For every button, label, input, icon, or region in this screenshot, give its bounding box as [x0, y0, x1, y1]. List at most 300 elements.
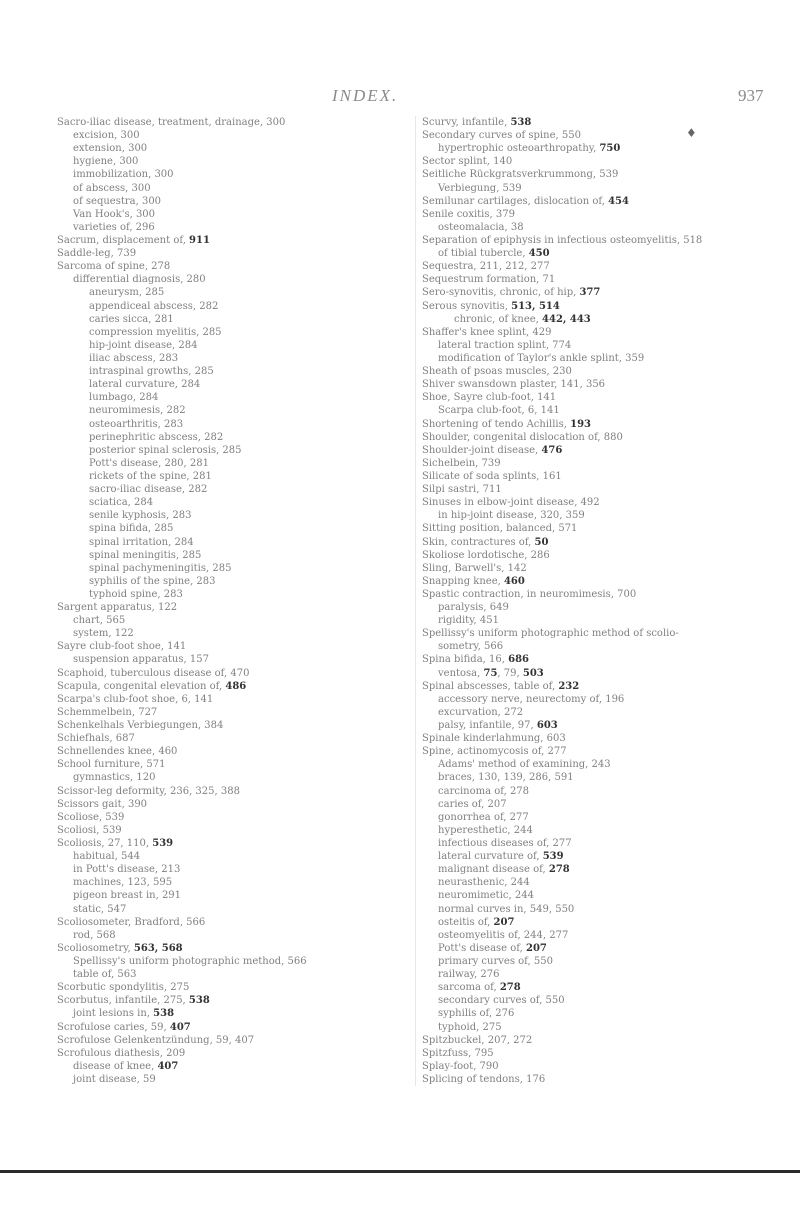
page-ref-bold: 503	[522, 667, 544, 679]
page-ref-bold: 538	[153, 1008, 175, 1020]
index-entry	[422, 418, 782, 431]
index-entry	[422, 640, 782, 653]
index-column-left	[57, 116, 407, 1086]
entry-text: neurasthenic, 244	[438, 877, 530, 889]
entry-text: Schiefhals, 687	[57, 733, 135, 745]
index-entry	[422, 1073, 782, 1086]
entry-text: Scoliosi, 539	[57, 824, 122, 836]
entry-text: Spellissy's uniform photographic method, 566	[73, 956, 307, 967]
entry-text: sarcoma of,	[438, 982, 500, 994]
entry-text: senile kyphosis, 283	[89, 510, 192, 522]
entry-text: Spellissy's uniform photographic method of scolio-	[422, 628, 679, 640]
entry-text: Spinale kinderlahmung, 603	[422, 733, 566, 745]
entry-text: Scorbutic spondylitis, 275	[57, 982, 190, 994]
entry-text: Spina bifida, 16,	[422, 654, 509, 666]
entry-text: Sequestrum formation, 71	[422, 274, 556, 286]
index-entry	[422, 785, 782, 798]
entry-text: immobilization, 300	[73, 169, 174, 181]
index-entry	[57, 680, 407, 693]
index-entry	[57, 339, 407, 352]
index-entry	[57, 1073, 407, 1086]
index-entry	[422, 1021, 782, 1034]
index-entry	[57, 168, 407, 181]
index-entry	[57, 785, 407, 798]
index-entry	[57, 247, 407, 260]
entry-text: osteitis of,	[438, 916, 494, 928]
index-entry	[57, 719, 407, 732]
entry-text: Scapula, congenital elevation of,	[57, 680, 226, 692]
page-ref-bold: 750	[599, 143, 621, 155]
entry-text: sciatica, 284	[89, 497, 154, 509]
entry-text: Scoliose, 539	[57, 811, 125, 823]
index-entry	[57, 221, 407, 234]
index-entry	[422, 483, 782, 496]
index-entry	[422, 404, 782, 417]
entry-text: Splicing of tendons, 176	[422, 1073, 546, 1085]
entry-text: Pott's disease, 280, 281	[89, 457, 209, 469]
entry-text: Sector splint, 140	[422, 156, 513, 168]
index-entry	[57, 889, 407, 902]
index-entry	[57, 444, 407, 457]
page-ref-bold: 563, 568	[133, 942, 183, 954]
entry-text: lateral curvature, 284	[89, 379, 201, 391]
page-ref-bold: 538	[188, 995, 210, 1007]
page-ref-bold: 207	[493, 916, 515, 928]
index-entry	[57, 483, 407, 496]
index-entry	[57, 903, 407, 916]
index-entry	[57, 365, 407, 378]
entry-text: gonorrhea of, 277	[438, 811, 529, 823]
entry-text: hypertrophic osteoarthropathy,	[438, 143, 600, 155]
entry-text: Silpi sastri, 711	[422, 484, 502, 496]
index-entry	[422, 116, 782, 129]
entry-text: osteomalacia, 38	[438, 221, 524, 233]
entry-text: compression myelitis, 285	[89, 326, 222, 338]
index-entry	[422, 142, 782, 155]
entry-text: spinal pachymeningitis, 285	[89, 562, 232, 574]
entry-text: Scurvy, infantile,	[422, 117, 511, 128]
entry-text: Spastic contraction, in neuromimesis, 700	[422, 588, 637, 600]
entry-text: Sacrum, displacement of,	[57, 234, 190, 246]
index-entry	[422, 745, 782, 758]
page-ref-bold: 911	[189, 234, 210, 246]
entry-text: osteoarthritis, 283	[89, 418, 184, 430]
entry-text: suspension apparatus, 157	[73, 654, 209, 666]
index-entry	[422, 286, 782, 299]
index-entry	[57, 378, 407, 391]
index-entry	[422, 470, 782, 483]
entry-text: chart, 565	[73, 615, 126, 627]
index-entry	[57, 418, 407, 431]
entry-text: Scrofulous diathesis, 209	[57, 1047, 186, 1059]
index-entry	[57, 850, 407, 863]
entry-text: Pott's disease of,	[438, 942, 527, 954]
index-entry	[422, 994, 782, 1007]
running-header	[0, 86, 800, 106]
index-entry	[57, 234, 407, 247]
entry-text: Adams' method of examining, 243	[438, 759, 611, 771]
entry-text: spinal irritation, 284	[89, 536, 194, 548]
entry-text: Shortening of tendo Achillis,	[422, 418, 571, 430]
entry-text: Sinuses in elbow-joint disease, 492	[422, 497, 600, 509]
entry-text: Skin, contractures of,	[422, 536, 535, 548]
index-entry	[422, 942, 782, 955]
entry-text: Semilunar cartilages, dislocation of,	[422, 195, 609, 207]
entry-text: secondary curves of, 550	[438, 995, 565, 1007]
entry-text: Sargent apparatus, 122	[57, 602, 178, 614]
index-entry	[57, 588, 407, 601]
page-ref-bold: 513, 514	[511, 300, 560, 312]
index-entry	[422, 365, 782, 378]
entry-text: lateral traction splint, 774	[438, 339, 572, 351]
entry-text: joint disease, 59	[73, 1073, 156, 1085]
index-entry	[422, 378, 782, 391]
index-entry	[57, 929, 407, 942]
entry-text: chronic, of knee,	[454, 313, 543, 325]
entry-text: Shiver swansdown plaster, 141, 356	[422, 379, 606, 391]
entry-text: normal curves in, 549, 550	[438, 903, 575, 915]
index-entry	[422, 562, 782, 575]
entry-text: Spitzfuss, 795	[422, 1047, 494, 1059]
index-entry	[57, 994, 407, 1007]
index-entry	[57, 863, 407, 876]
index-entry	[422, 903, 782, 916]
index-entry	[57, 155, 407, 168]
index-entry	[57, 208, 407, 221]
entry-text: Splay-foot, 790	[422, 1060, 499, 1072]
entry-text: Scarpa's club-foot shoe, 6, 141	[57, 693, 214, 705]
page-ref-bold: 193	[570, 418, 591, 430]
index-entry	[422, 313, 782, 326]
index-entry	[57, 745, 407, 758]
entry-text: system, 122	[73, 628, 134, 640]
index-entry	[422, 431, 782, 444]
index-column-right	[415, 116, 782, 1086]
entry-text: Spitzbuckel, 207, 272	[422, 1034, 533, 1046]
page-ref-bold: 454	[608, 195, 629, 207]
entry-text: Scarpa club-foot, 6, 141	[438, 405, 560, 417]
page-ref-bold: 407	[169, 1021, 191, 1033]
index-entry	[57, 968, 407, 981]
entry-text: of sequestra, 300	[73, 195, 162, 207]
entry-text: accessory nerve, neurectomy of, 196	[438, 693, 625, 705]
index-entry	[422, 247, 782, 260]
entry-text: joint lesions in,	[73, 1008, 154, 1020]
entry-text: malignant disease of,	[438, 864, 549, 876]
entry-text: differential diagnosis, 280	[73, 274, 206, 286]
entry-text: in Pott's disease, 213	[73, 864, 181, 876]
entry-text: Scoliosometry,	[57, 942, 134, 954]
index-entry	[57, 509, 407, 522]
page-ref-bold: 232	[558, 680, 580, 692]
index-entry	[422, 614, 782, 627]
entry-text: spinal meningitis, 285	[89, 549, 202, 561]
entry-text: hip-joint disease, 284	[89, 339, 198, 351]
index-entry	[57, 116, 407, 129]
entry-text: Shoe, Sayre club-foot, 141	[422, 392, 557, 404]
index-entry	[57, 273, 407, 286]
index-entry	[422, 522, 782, 535]
entry-text: Shaffer's knee splint, 429	[422, 326, 552, 338]
entry-text: Sequestra, 211, 212, 277	[422, 261, 550, 273]
entry-text: perinephritic abscess, 282	[89, 431, 224, 443]
page-ref-bold: 603	[536, 720, 558, 732]
entry-text: Sling, Barwell's, 142	[422, 562, 527, 574]
index-entry	[422, 339, 782, 352]
index-entry	[422, 1060, 782, 1073]
entry-text: rigidity, 451	[438, 615, 499, 627]
entry-text: Schnellendes knee, 460	[57, 746, 178, 758]
entry-text: excurvation, 272	[438, 706, 524, 718]
index-entry	[57, 260, 407, 273]
index-entry	[57, 693, 407, 706]
page-ref-bold: 207	[526, 942, 547, 954]
entry-text: habitual, 544	[73, 851, 141, 863]
entry-text: rod, 568	[73, 929, 116, 941]
index-entry	[422, 758, 782, 771]
index-entry	[422, 391, 782, 404]
entry-text: Scoliosis, 27, 110,	[57, 838, 153, 850]
index-entry	[422, 155, 782, 168]
entry-text: osteomyelitis of, 244, 277	[438, 929, 569, 941]
entry-text: Senile coxitis, 379	[422, 208, 515, 220]
entry-text: of tibial tubercle,	[438, 248, 529, 260]
entry-text: excision, 300	[73, 130, 140, 142]
entry-text: primary curves of, 550	[438, 956, 553, 967]
index-entry	[57, 876, 407, 889]
index-entry	[57, 837, 407, 850]
index-entry	[57, 404, 407, 417]
entry-text: ventosa,	[438, 667, 484, 679]
entry-text: Silicate of soda splints, 161	[422, 470, 562, 482]
index-entry	[57, 1021, 407, 1034]
entry-text: neuromimesis, 282	[89, 405, 186, 417]
index-entry	[57, 326, 407, 339]
entry-text: gymnastics, 120	[73, 772, 156, 784]
index-entry	[422, 929, 782, 942]
entry-text: hygiene, 300	[73, 156, 139, 168]
entry-text: Scorbutus, infantile, 275,	[57, 995, 189, 1007]
index-entry	[57, 129, 407, 142]
index-entry	[57, 706, 407, 719]
page-ref-bold: 278	[548, 864, 570, 876]
page-ref-bold: 377	[579, 287, 601, 299]
index-entry	[57, 457, 407, 470]
page-ref-bold: 539	[542, 851, 564, 863]
entry-text: syphilis of, 276	[438, 1008, 515, 1020]
index-entry	[57, 824, 407, 837]
index-entry	[422, 1034, 782, 1047]
page-ref-bold: 50	[534, 536, 549, 548]
entry-text: Saddle-leg, 739	[57, 248, 137, 260]
index-entry	[57, 496, 407, 509]
entry-text: varieties of, 296	[73, 221, 155, 233]
entry-text: appendiceal abscess, 282	[89, 300, 219, 312]
entry-text: static, 547	[73, 903, 127, 915]
index-entry	[422, 955, 782, 968]
entry-text: Sarcoma of spine, 278	[57, 261, 171, 273]
index-entry	[57, 1047, 407, 1060]
page-ref-bold: 686	[508, 654, 529, 666]
index-entry	[57, 981, 407, 994]
page-ref-bold: 278	[499, 982, 521, 994]
index-entry	[57, 614, 407, 627]
entry-text: Sayre club-foot shoe, 141	[57, 641, 187, 653]
entry-text: intraspinal growths, 285	[89, 366, 214, 378]
entry-text: lateral curvature of,	[438, 851, 543, 863]
diamond-mark-icon: ♦	[686, 126, 697, 140]
entry-text: carcinoma of, 278	[438, 785, 530, 797]
entry-text: Scissors gait, 390	[57, 798, 148, 810]
index-entry	[422, 811, 782, 824]
page-ref-bold: 460	[503, 575, 525, 587]
index-entry	[57, 352, 407, 365]
page-title: INDEX.	[332, 86, 399, 105]
page-ref-bold: 538	[510, 117, 532, 128]
index-entry	[422, 968, 782, 981]
bottom-rule	[0, 1170, 800, 1173]
index-entry	[422, 129, 782, 142]
index-entry	[57, 562, 407, 575]
index-entry	[422, 667, 782, 680]
index-entry	[57, 536, 407, 549]
entry-text: typhoid spine, 283	[89, 588, 183, 600]
entry-text: posterior spinal sclerosis, 285	[89, 444, 242, 456]
entry-text: Shoulder-joint disease,	[422, 444, 542, 456]
index-entry	[57, 522, 407, 535]
index-entry	[422, 798, 782, 811]
index-entry	[57, 640, 407, 653]
entry-text: of abscess, 300	[73, 182, 151, 194]
entry-text: table of, 563	[73, 969, 137, 981]
page-number: 937	[738, 86, 764, 105]
entry-text: Shoulder, congenital dislocation of, 880	[422, 431, 623, 443]
index-entry	[422, 653, 782, 666]
index-entry	[57, 627, 407, 640]
entry-text: Sacro-iliac disease, treatment, drainage, 300	[57, 117, 286, 128]
index-entry	[422, 889, 782, 902]
index-entry	[422, 850, 782, 863]
index-entry	[422, 208, 782, 221]
index-entry	[422, 1047, 782, 1060]
index-entry	[422, 575, 782, 588]
entry-text: Serous synovitis,	[422, 300, 512, 312]
index-entry	[422, 719, 782, 732]
index-entry	[57, 300, 407, 313]
page-ref-bold: 442, 443	[542, 313, 591, 325]
page-ref-bold: 476	[541, 444, 563, 456]
entry-text: rickets of the spine, 281	[89, 470, 212, 482]
page-ref-bold: 539	[152, 838, 174, 850]
index-entry	[422, 260, 782, 273]
entry-text: railway, 276	[438, 969, 500, 981]
entry-text: Separation of epiphysis in infectious osteomyelitis, 518	[422, 234, 703, 246]
index-entry	[422, 352, 782, 365]
index-entry	[422, 680, 782, 693]
entry-text: Spine, actinomycosis of, 277	[422, 746, 567, 758]
index-entry	[422, 444, 782, 457]
index-entry	[57, 771, 407, 784]
entry-text: Snapping knee,	[422, 575, 504, 587]
entry-text: aneurysm, 285	[89, 287, 165, 299]
index-entry	[422, 588, 782, 601]
entry-text: typhoid, 275	[438, 1021, 502, 1033]
index-entry	[57, 811, 407, 824]
index-entry	[57, 667, 407, 680]
index-entry	[422, 706, 782, 719]
index-entry	[422, 221, 782, 234]
entry-text: Sero-synovitis, chronic, of hip,	[422, 287, 580, 299]
entry-text: hyperesthetic, 244	[438, 824, 533, 836]
index-entry	[422, 1007, 782, 1020]
entry-text: braces, 130, 139, 286, 591	[438, 772, 574, 784]
entry-text: syphilis of the spine, 283	[89, 575, 216, 587]
index-entry	[57, 601, 407, 614]
entry-text: disease of knee,	[73, 1060, 158, 1072]
index-entry	[57, 1060, 407, 1073]
index-entry	[422, 876, 782, 889]
entry-text: Verbiegung, 539	[438, 182, 522, 194]
index-entry	[57, 798, 407, 811]
index-entry	[57, 1034, 407, 1047]
index-entry	[57, 195, 407, 208]
index-entry	[422, 732, 782, 745]
index-entry	[57, 313, 407, 326]
entry-text: caries of, 207	[438, 798, 507, 810]
entry-text: neuromimetic, 244	[438, 890, 534, 902]
index-entry	[57, 182, 407, 195]
entry-text: Scrofulose Gelenkentzündung, 59, 407	[57, 1034, 255, 1046]
entry-text: spina bifida, 285	[89, 523, 174, 535]
index-entry	[422, 496, 782, 509]
entry-text: sacro-iliac disease, 282	[89, 484, 208, 496]
index-entry	[422, 863, 782, 876]
index-entry	[57, 758, 407, 771]
page-ref-bold: 486	[225, 680, 247, 692]
entry-text: Scrofulose caries, 59,	[57, 1021, 170, 1033]
entry-text: Scissor-leg deformity, 236, 325, 388	[57, 785, 240, 797]
entry-text: School furniture, 571	[57, 759, 166, 771]
index-entry	[422, 509, 782, 522]
index-entry	[422, 326, 782, 339]
index-entry	[57, 549, 407, 562]
entry-text: paralysis, 649	[438, 602, 509, 614]
index-entry	[57, 431, 407, 444]
entry-text: Secondary curves of spine, 550	[422, 130, 581, 142]
index-entry	[422, 601, 782, 614]
index-entry	[422, 771, 782, 784]
index-entry	[422, 457, 782, 470]
index-entry	[57, 916, 407, 929]
entry-text: in hip-joint disease, 320, 359	[438, 510, 585, 522]
index-entry	[57, 286, 407, 299]
entry-text: Sitting position, balanced, 571	[422, 523, 578, 535]
index-entry	[422, 693, 782, 706]
entry-text: lumbago, 284	[89, 392, 159, 404]
index-entry	[422, 168, 782, 181]
entry-text: modification of Taylor's ankle splint, 359	[438, 352, 645, 364]
page-ref-bold: 75	[483, 667, 498, 679]
index-entry	[422, 536, 782, 549]
index-entry	[57, 653, 407, 666]
index-entry	[422, 627, 782, 640]
index-entry	[57, 1007, 407, 1020]
index-entry	[422, 549, 782, 562]
page-ref-bold: 407	[157, 1060, 179, 1072]
index-entry	[422, 300, 782, 313]
entry-text: iliac abscess, 283	[89, 352, 179, 364]
index-entry	[57, 942, 407, 955]
